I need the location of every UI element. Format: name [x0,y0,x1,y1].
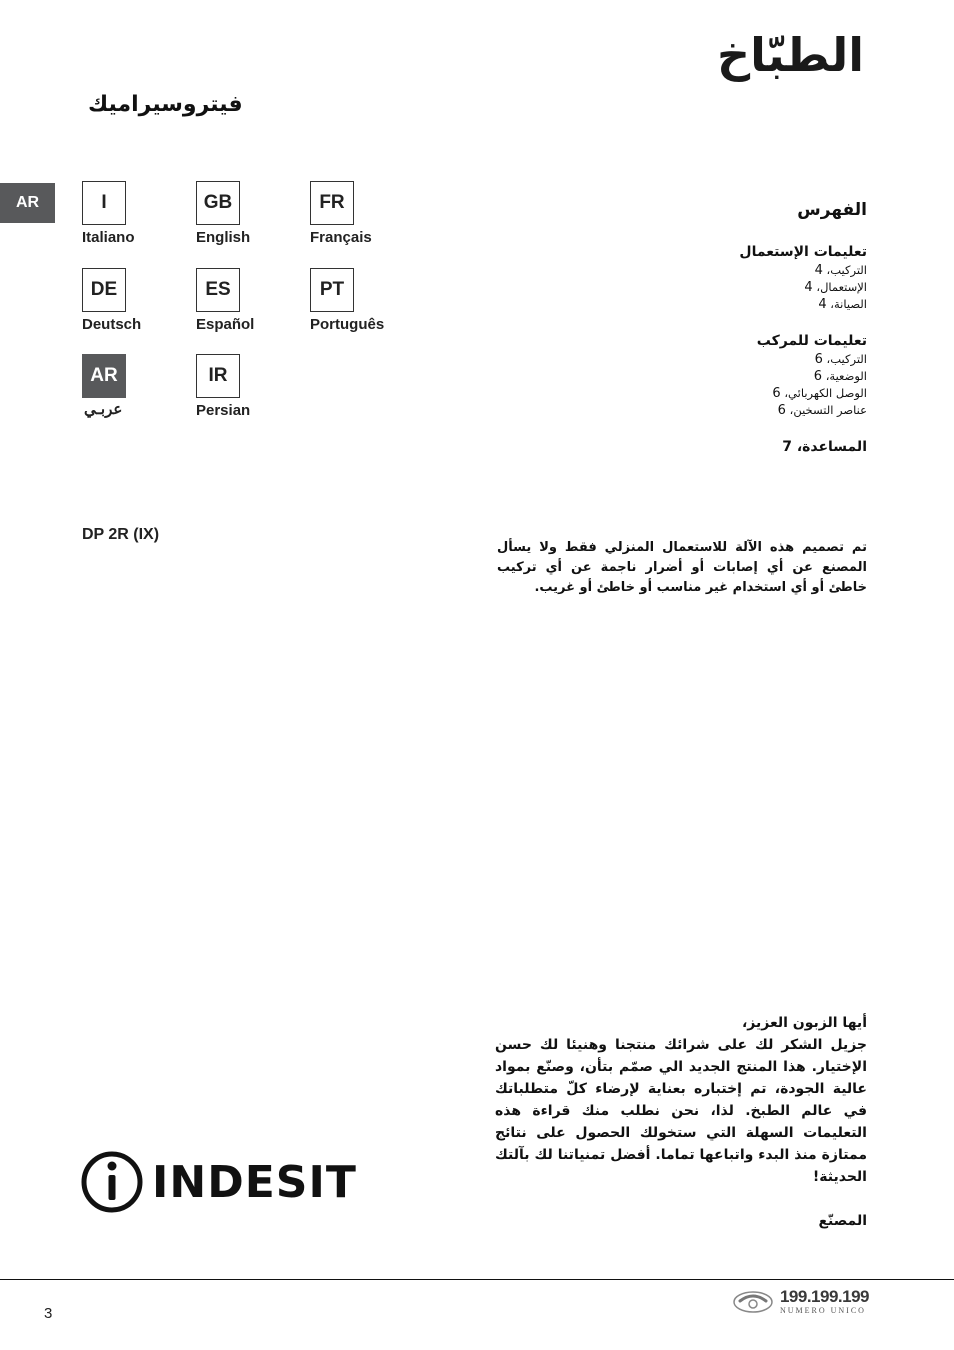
language-name: عربـي [84,401,123,418]
language-item-de[interactable] [82,268,141,333]
letter-body: جزيل الشكر لك على شرائك منتجنا وهنيئا لك حسن الإختيار. هذا المنتج الجديد الي صمّم بتأن، وصنّع بمواد عالية الجودة، تم إختباره بعناية لإرضاء كلّ متطلباتك في عالم الطبخ. لذا، نحن نطلب منك قراءة هذه التعليمات السهلة التي ستخولك الحصول على نتائج ممتازة منذ البدء واتباعها تماما. أفضل تمنياتنا لك بآلتك الحديثة! [495,1037,867,1185]
toc-section-title: تعليمات للمركب [756,333,867,349]
letter-signature: المصنّع [818,1213,867,1229]
toc-item-label: التركيب، [826,352,867,366]
language-item-fr[interactable] [310,181,372,246]
toc-item-label: الوضعية، [825,369,867,383]
toc-item-page: 6 [813,369,823,384]
language-name: English [196,229,251,246]
toc-heading: الفهرس [797,200,867,220]
toc-item-label: الوصل الكهربائي، [784,386,867,400]
language-code-box: ES [196,268,240,312]
toc-item-help[interactable] [607,439,867,455]
brand-logo [80,1150,357,1214]
toc-item-page: 6 [814,352,823,367]
toc-item[interactable] [607,385,867,402]
language-name: Português [310,316,385,333]
toc-section-title: تعليمات الإستعمال [739,244,867,260]
toc-section-installer [607,333,867,419]
language-code-box: IR [196,354,240,398]
table-of-contents [607,200,867,455]
toc-item-page: 6 [772,386,781,401]
language-item-pt[interactable] [310,268,384,333]
customer-letter [495,1012,867,1232]
language-code-box: GB [196,181,240,225]
brand-name: INDESIT [152,1156,357,1208]
page-number: 3 [44,1305,53,1322]
toc-item[interactable] [607,351,867,368]
toc-item-label: المساعدة، [796,439,867,455]
toc-item[interactable] [607,262,867,279]
footer-divider [0,1279,954,1280]
toc-item-label: التركيب، [826,263,867,277]
language-side-tab: AR [0,183,55,223]
language-item-ir[interactable] [196,354,250,419]
phone-handset-icon [732,1287,774,1315]
service-number-badge [732,1287,869,1315]
language-name: Español [196,316,255,333]
toc-item[interactable] [607,368,867,385]
language-code-box: PT [310,268,354,312]
toc-item-page: 4 [814,263,823,278]
language-name: Français [310,229,372,246]
toc-item-page: 4 [818,297,827,312]
language-name: Deutsch [82,316,142,333]
language-code-box-active: AR [82,354,126,398]
language-item-ar[interactable] [82,354,126,418]
disclaimer-text: تم تصميم هذه الآلة للاستعمال المنزلي فقط ولا يسأل المصنع عن أي إصابات أو أضرار ناجمة عن أي تركيب خاطئ أو أي استخدام غير مناسب أو خاطئ أو غريب. [497,540,867,595]
toc-item[interactable] [607,279,867,296]
service-number: 199.199.199 [779,1286,869,1306]
language-code-box: FR [310,181,354,225]
toc-item[interactable] [607,402,867,419]
language-code-box: DE [82,268,126,312]
toc-item-label: عناصر التسخين، [789,403,867,417]
toc-section-usage [607,244,867,313]
service-caption: NUMERO UNICO [779,1305,866,1315]
toc-item-page: 4 [804,280,813,295]
language-name: Italiano [82,229,135,246]
language-item-es[interactable] [196,268,254,333]
toc-item-page: 7 [782,439,792,455]
model-number: DP 2R (IX) [82,526,160,543]
toc-item-label: الإستعمال، [816,280,867,294]
page-subtitle: فيتروسيراميك [88,92,243,117]
toc-item-page: 6 [777,403,786,418]
language-item-it[interactable] [82,181,135,246]
language-item-gb[interactable] [196,181,250,246]
language-name: Persian [196,402,251,419]
page-title: الطبّاخ [716,28,864,82]
toc-item-label: الصيانة، [830,297,867,311]
letter-greeting: أيها الزبون العزيز، [741,1015,867,1031]
language-code-box: I [82,181,126,225]
indesit-emblem-icon [80,1150,144,1214]
toc-item[interactable] [607,296,867,313]
